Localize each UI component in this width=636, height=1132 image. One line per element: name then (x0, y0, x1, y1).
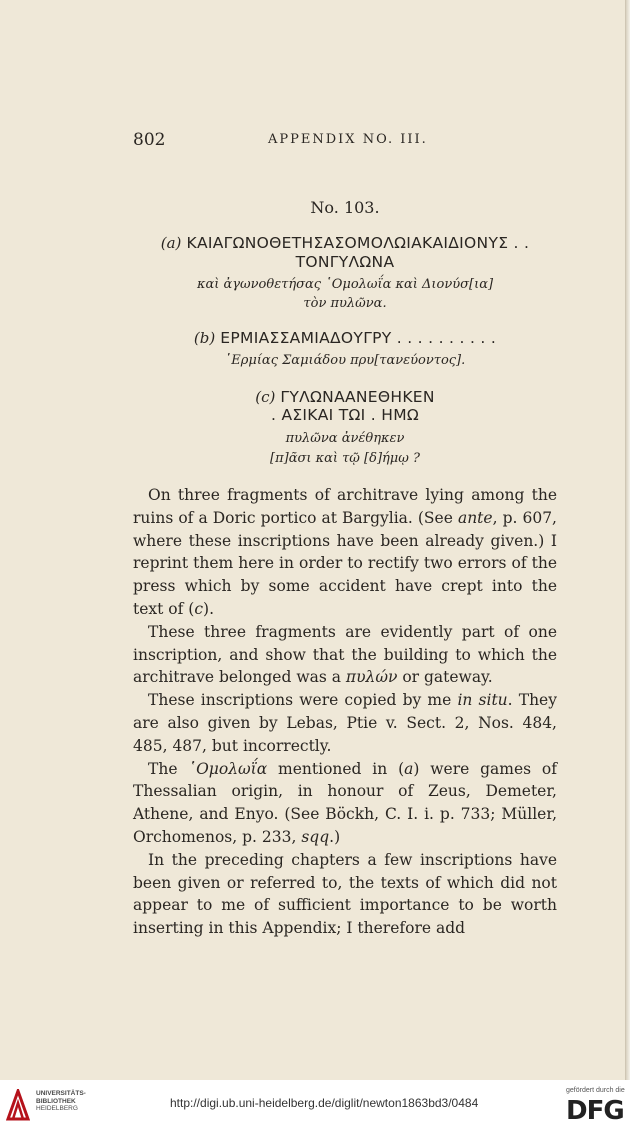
inscription-a-text1: ΚΑΙΑΓΩΝΟΘΕΤΗΣΑΣΟΜΟΛΩΙΑΚΑΙΔΙΟΝΥΣ . . (186, 234, 530, 252)
p4-greek: ῾Ομολωΐα (188, 759, 268, 778)
paragraph-2 (133, 621, 557, 689)
p1-text-c: ). (203, 599, 215, 618)
running-header (133, 130, 557, 152)
inscription-a-text2: ΤΟΝΓΥΛΩΝΑ (295, 253, 395, 271)
p3-text-b: . They are also given by Lebas, Ptie v. Sect. 2, Nos. 484, 485, 487, but incorrectly. (133, 691, 557, 755)
inscription-a-transcription2: τὸν πυλῶνα. (303, 296, 387, 311)
p4-text-a: The (148, 759, 189, 778)
p1-ante: ante (457, 508, 493, 527)
inscription-a-transcription1: καὶ ἀγωνοθετήσας ῾Ομολωΐα καὶ Διονύσ[ια] (196, 277, 494, 292)
paragraph-3 (133, 689, 557, 757)
paragraph-1 (133, 484, 557, 621)
permalink-url[interactable]: http://digi.ub.uni-heidelberg.de/diglit/newton1863bd3/0484 (170, 1096, 479, 1110)
p1-text-b: , p. 607, where these inscriptions have been already given.) I reprint them here in order to rectify two errors of the press which by some accident have crept into the text of ( (133, 508, 557, 618)
p4-text-c: ) were games of Thessalian origin, in honour of Zeus, Demeter, Athene, and Enyo. (See Böckh, C. I. i. p. 733; Müller, Orchomenos, p. 233, (133, 759, 558, 846)
library-line2: BIBLIOTHEK (36, 1097, 76, 1105)
p2-text-b: or gateway. (397, 668, 493, 687)
library-name (36, 1090, 86, 1113)
paragraph-5: In the preceding chapters a few inscriptions have been given or referred to, the texts of which did not appear to me of sufficient importance to be worth inserting in this Appendix; I therefore add (133, 850, 557, 938)
p4-text-d: .) (329, 827, 341, 846)
footer-bar (0, 1080, 636, 1132)
inscription-c-text2: . ΑΣΙΚΑΙ ΤΩΙ . ΗΜΩ (270, 406, 420, 424)
inscription-c-transcription2: [π]ᾶσι καὶ τῷ [δ]ήμῳ ? (270, 451, 420, 466)
page-number: 802 (133, 130, 166, 150)
running-title: APPENDIX NO. III. (268, 132, 428, 147)
p4-sqq: sqq (301, 827, 330, 846)
paragraph-4 (133, 758, 557, 849)
inscription-a-label: (a) (160, 234, 182, 252)
body-text (133, 484, 557, 940)
inscription-b-label: (b) (193, 329, 216, 347)
inscription-c-transcription1: πυλῶνα ἀνέθηκεν (285, 431, 405, 446)
inscription-a-line1 (133, 233, 557, 252)
inscription-b-transcription1: ῾Ερμίας Σαμιάδου πρυ[τανεύοντος]. (224, 353, 466, 368)
p2-text-a: These three fragments are evidently part of one inscription, and show that the building to which the architrave belonged was a (133, 622, 557, 687)
p1-c: c (194, 599, 204, 618)
entry-number: No. 103. (310, 198, 380, 217)
inscription-c-line1 (133, 387, 557, 406)
p2-greek: πυλών (345, 668, 398, 687)
p3-insitu: in situ (457, 691, 508, 710)
inscription-c-label: (c) (255, 388, 276, 406)
funded-by-label: gefördert durch die (566, 1087, 625, 1094)
p3-text-a: These inscriptions were copied by me (148, 691, 458, 710)
page-edge (626, 0, 630, 1080)
p4-a: a (404, 759, 414, 778)
library-line1: UNIVERSITÄTS- (36, 1090, 86, 1097)
dfg-logo[interactable]: DFG (566, 1096, 624, 1126)
library-line3: HEIDELBERG (36, 1105, 78, 1112)
inscription-c-text1: ΓΥΛΩΝΑΑΝΕΘΗΚΕΝ (280, 388, 435, 406)
p1-text-a: On three fragments of architrave lying among the ruins of a Doric portico at Bargylia. (See (133, 486, 557, 527)
inscription-b-line1 (133, 328, 557, 347)
university-logo-icon[interactable] (6, 1089, 30, 1121)
inscription-b-text1: ΕΡΜΙΑΣΣΑΜΙΑΔΟΥΓΡΥ . . . . . . . . . . (220, 329, 497, 347)
p4-text-b: mentioned in ( (267, 759, 405, 778)
